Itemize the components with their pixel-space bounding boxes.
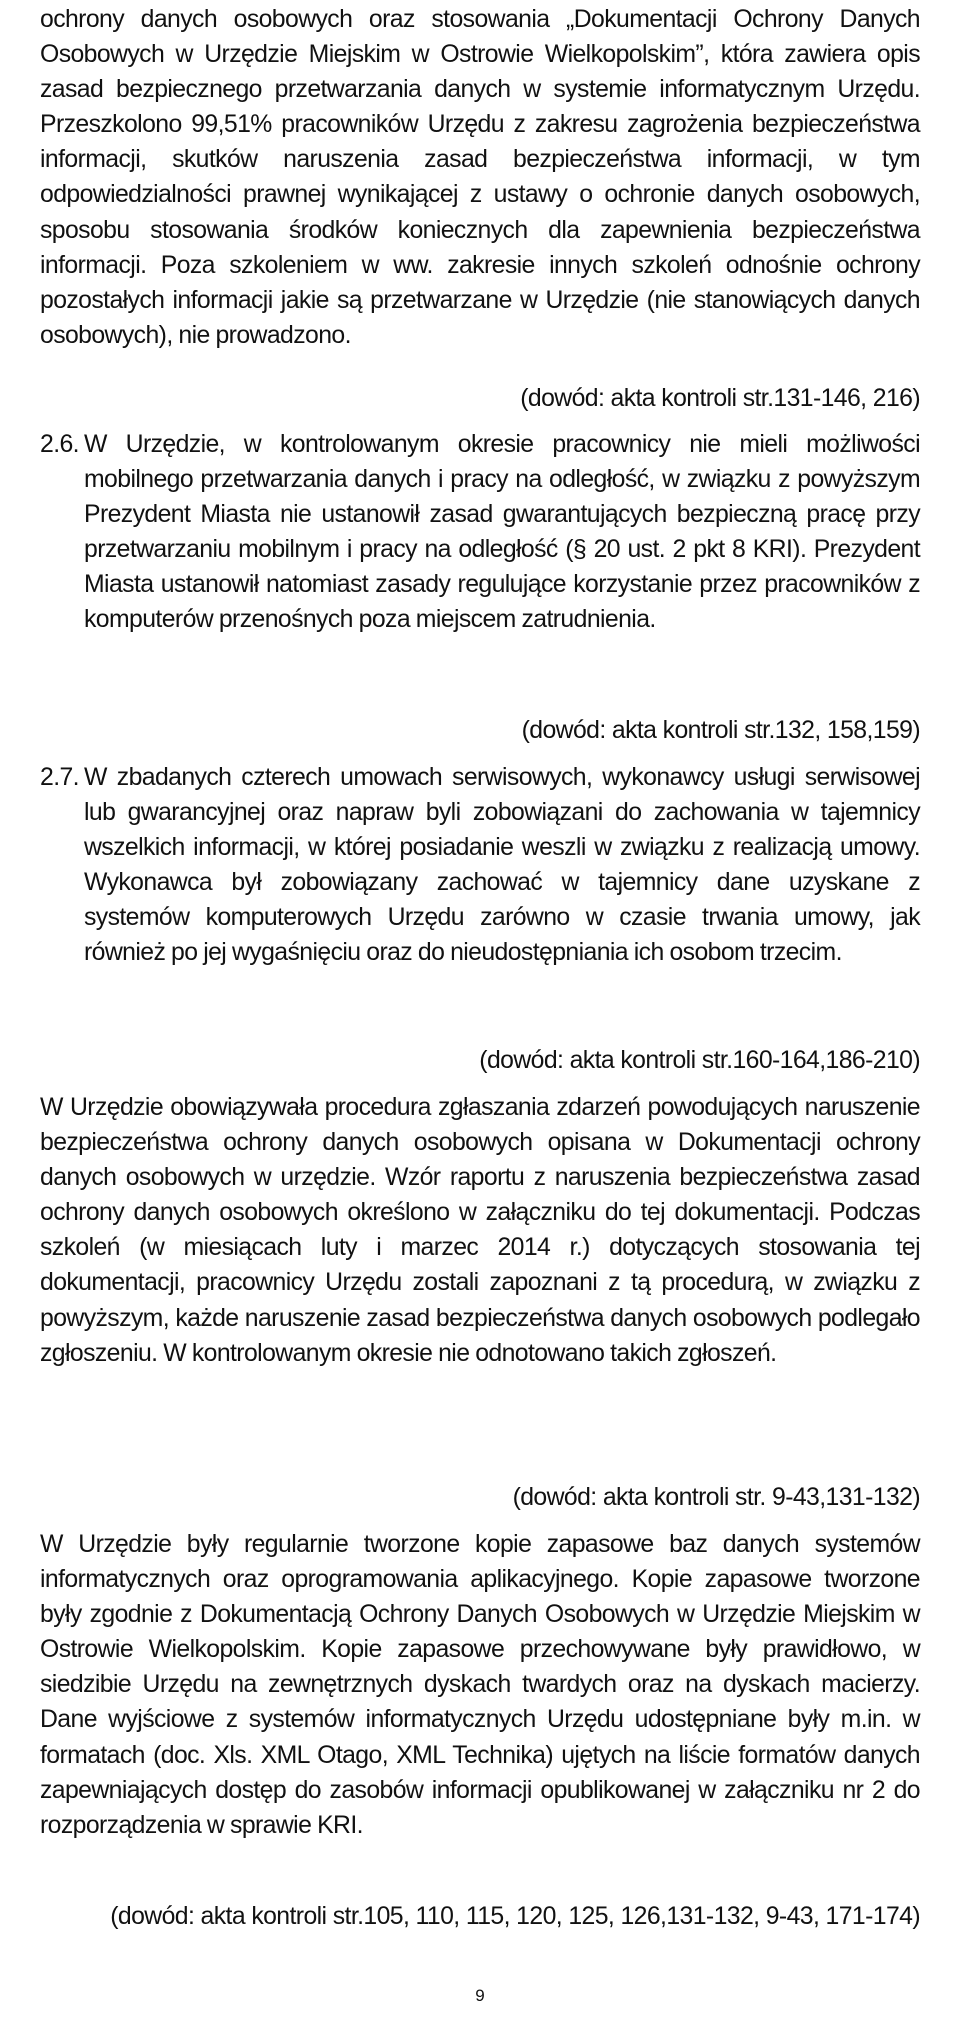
section-2-6 <box>40 427 920 638</box>
evidence-note-2: (dowód: akta kontroli str.132, 158,159) <box>521 717 920 744</box>
page-number: 9 <box>475 1986 485 2005</box>
paragraph-training <box>40 2 920 353</box>
paragraph-incident-procedure <box>40 1090 920 1371</box>
section-number: 2.6. <box>40 431 79 458</box>
section-2-7 <box>40 760 920 971</box>
paragraph-text: W Urzędzie były regularnie tworzone kopie zapasowe baz danych systemów informatycznych oraz oprogramowania aplikacyjnego. Kopie zapasowe tworzone były zgodnie z Dokumentacją Ochrony Danych Osobowych w Urzędzie Miejskim w Ostrowie Wielkopolskim. Kopie zapasowe przechowywane były prawidłowo, w siedzibie Urzędu na zewnętrznych dyskach twardych oraz na dyskach macierzy. Dane wyjściowe z systemów informatycznych Urzędu udostępniane były m.in. w formatach (doc. Xls. XML Otago, XML Technika) ujętych na liście formatów danych zapewniających dostęp do zasobów informacji opublikowanej w załączniku nr 2 do rozporządzenia w sprawie KRI. <box>40 1531 920 1839</box>
section-number: 2.7. <box>40 764 79 791</box>
evidence-note-1: (dowód: akta kontroli str.131-146, 216) <box>520 385 920 412</box>
paragraph-text: W Urzędzie obowiązywała procedura zgłaszania zdarzeń powodujących naruszenie bezpieczeństwa ochrony danych osobowych opisana w Dokumentacji ochrony danych osobowych w urzędzie. Wzór raportu z naruszenia bezpieczeństwa zasad ochrony danych osobowych określono w załączniku do tej dokumentacji. Podczas szkoleń (w miesiącach luty i marzec 2014 r.) dotyczących stosowania tej dokumentacji, pracownicy Urzędu zostali zapoznani z tą procedurą, w związku z powyższym, każde naruszenie zasad bezpieczeństwa danych osobowych podlegało zgłoszeniu. W kontrolowanym okresie nie odnotowano takich zgłoszeń. <box>40 1094 920 1367</box>
evidence-note-5: (dowód: akta kontroli str.105, 110, 115, 120, 125, 126,131-132, 9-43, 171-174) <box>110 1903 920 1930</box>
section-text: W Urzędzie, w kontrolowanym okresie pracownicy nie mieli możliwości mobilnego przetwarzania danych i pracy na odległość, w związku z powyższym Prezydent Miasta nie ustanowił zasad gwarantujących bezpieczną pracę przy przetwarzaniu mobilnym i pracy na odległość (§ 20 ust. 2 pkt 8 KRI). Prezydent Miasta ustanowił natomiast zasady regulujące korzystanie przez pracowników z komputerów przenośnych poza miejscem zatrudnienia. <box>84 431 920 634</box>
paragraph-backup <box>40 1527 920 1843</box>
paragraph-text: ochrony danych osobowych oraz stosowania „Dokumentacji Ochrony Danych Osobowych w Urzędzie Miejskim w Ostrowie Wielkopolskim”, która zawiera opis zasad bezpiecznego przetwarzania danych w systemie informatycznym Urzędu. Przeszkolono 99,51% pracowników Urzędu z zakresu zagrożenia bezpieczeństwa informacji, skutków naruszenia zasad bezpieczeństwa informacji, w tym odpowiedzialności prawnej wynikającej z ustawy o ochronie danych osobowych, sposobu stosowania środków koniecznych dla zapewnienia bezpieczeństwa informacji. Poza szkoleniem w ww. zakresie innych szkoleń odnośnie ochrony pozostałych informacji jakie są przetwarzane w Urzędzie (nie stanowiących danych osobowych), nie prowadzono. <box>40 6 920 349</box>
evidence-note-4: (dowód: akta kontroli str. 9-43,131-132) <box>512 1484 920 1511</box>
evidence-note-3: (dowód: akta kontroli str.160-164,186-210) <box>479 1047 920 1074</box>
section-text: W zbadanych czterech umowach serwisowych, wykonawcy usługi serwisowej lub gwarancyjnej oraz napraw byli zobowiązani do zachowania w tajemnicy wszelkich informacji, w której posiadanie weszli w związku z realizacją umowy. Wykonawca był zobowiązany zachować w tajemnicy dane uzyskane z systemów komputerowych Urzędu zarówno w czasie trwania umowy, jak również po jej wygaśnięciu oraz do nieudostępniania ich osobom trzecim. <box>84 764 920 967</box>
